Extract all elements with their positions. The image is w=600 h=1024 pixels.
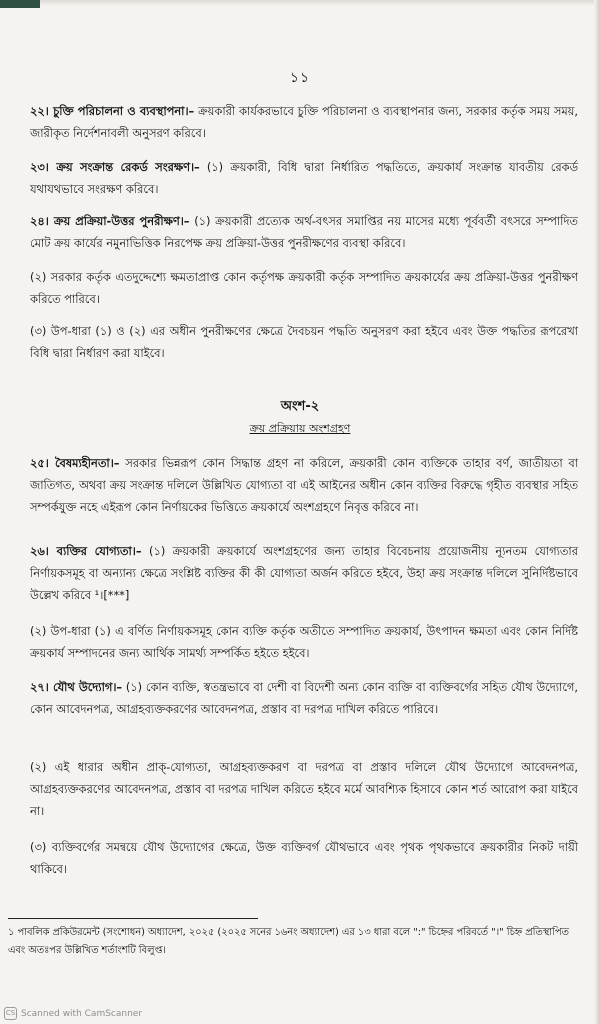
page-number: ১১ [289,70,311,86]
section-heading: ২৭। যৌথ উদ্যোগ।– [30,680,123,694]
footnote-divider [8,918,258,919]
section-text: ক্রয়কারী কার্যকরভাবে চুক্তি পরিচালনা ও ব্যবস্থাপনার জন্য, সরকার কর্তৃক সময় সময়, জারীকৃত নির্দেশনাবলী অনুসরণ করিবে। [30,104,578,140]
section-24-1 [30,210,578,254]
camscanner-icon: CS [4,1007,17,1020]
section-25 [30,452,578,518]
section-text: সরকার ভিন্নরূপ কোন সিদ্ধান্ত গ্রহণ না করিলে, ক্রয়কারী কোন ব্যক্তিকে তাহার বর্ণ, জাতীয়তা বা জাতিগত, অথবা ক্রয় সংক্রান্ত দলিলে উল্লিখিত যোগ্যতা বা এই আইনের অধীন কোন ব্যক্তির বিরুদ্ধে গৃহীত ব্যবস্থার সহিত সম্পর্কযুক্ত নহে এইরূপ কোন নির্ণায়কের ভিত্তিতে ক্রয়কার্যে অংশগ্রহণে নিবৃত্ত করিবে না। [30,456,578,514]
section-heading: ২৪। ক্রয় প্রক্রিয়া-উত্তর পুনরীক্ষণ।– [30,214,190,228]
section-22 [30,100,578,144]
part-subtitle: ক্রয় প্রক্রিয়ায় অংশগ্রহণ [249,422,351,435]
section-heading: ২৬। ব্যক্তির যোগ্যতা।– [30,544,142,558]
section-text: (৩) উপ-ধারা (১) ও (২) এর অধীন পুনরীক্ষণের ক্ষেত্রে দৈবচয়ন পদ্ধতি অনুসরণ করা হইবে এবং উক্ত পদ্ধতির রূপরেখা বিধি দ্বারা নির্ধারণ করা যাইবে। [30,324,578,360]
scanner-watermark [4,1007,142,1020]
scan-edge-top [0,0,600,6]
section-24-2 [30,266,578,310]
section-24-3 [30,320,578,364]
section-text: (৩) ব্যক্তিবর্গের সমন্বয়ে যৌথ উদ্যোগের ক্ষেত্রে, উক্ত ব্যক্তিবর্গ যৌথভাবে এবং পৃথক পৃথকভাবে ক্রয়কারীর নিকট দায়ী থাকিবে। [30,840,578,876]
section-text: (১) কোন ব্যক্তি, স্বতন্ত্রভাবে বা দেশী বা বিদেশী অন্য কোন ব্যক্তি বা ব্যক্তিবর্গের সহিত যৌথ উদ্যোগে, কোন আবেদনপত্র, আগ্রহব্যক্তকরণের আবেদনপত্র, প্রস্তাব বা দরপত্র দাখিল করিতে পারিবে। [30,680,578,716]
section-text: (১) ক্রয়কারী, বিধি দ্বারা নির্ধারিত পদ্ধতিতে, ক্রয়কার্য সংক্রান্ত যাবতীয় রেকর্ড যথাযথভাবে সংরক্ষণ করিবে। [30,160,579,196]
section-heading: ২৫। বৈষম্যহীনতা।– [30,456,120,470]
section-27-3 [30,836,578,880]
footnote: ১ পাবলিক প্রকিউরমেন্ট (সংশোধন) অধ্যাদেশ, ২০২৫ (২০২৫ সনের ১৬নং অধ্যাদেশ) এর ১৩ ধারা বলে ":" চিহ্নের পরিবর্তে "।" চিহ্ন প্রতিস্থাপিত এবং অতঃপর উল্লিখিত শর্তাংশটি বিলুপ্ত। [8,927,569,956]
section-23 [30,156,578,200]
section-text: (২) উপ-ধারা (১) এ বর্ণিত নির্ণায়কসমূহ কোন ব্যক্তি কর্তৃক অতীতে সম্পাদিত ক্রয়কার্য, উৎপাদন ক্ষমতা এবং কোন নির্দিষ্ট ক্রয়কার্য সম্পাদনের জন্য আর্থিক সামর্থ্য সম্পর্কিত হইতে হইবে। [30,624,578,660]
section-26-2 [30,620,578,664]
section-text: (১) ক্রয়কারী প্রত্যেক অর্থ-বৎসর সমাপ্তির নয় মাসের মধ্যে পূর্ববর্তী বৎসরে সম্পাদিত মোট ক্রয় কার্যের নমুনাভিত্তিক নিরপেক্ষ ক্রয় প্রক্রিয়া-উত্তর পুনরীক্ষণের ব্যবস্থা করিবে। [30,214,578,250]
section-text: (২) এই ধারার অধীন প্রাক্-যোগ্যতা, আগ্রহব্যক্তকরণ বা দরপত্র বা প্রস্তাব দলিলে যৌথ উদ্যোগে আবেদনপত্র, আগ্রহব্যক্তকরণের আবেদনপত্র, প্রস্তাব বা দরপত্র দাখিল করিতে হইবে মর্মে আবশ্যিক হিসাবে কোন শর্ত আরোপ করা যাইবে না। [30,760,578,818]
part-title: অংশ-২ [280,399,320,414]
section-26-1 [30,540,578,606]
section-27-1 [30,676,578,720]
section-text: (১) ক্রয়কারী ক্রয়কার্যে অংশগ্রহণের জন্য তাহার বিবেচনায় প্রয়োজনীয় ন্যূনতম যোগ্যতার নির্ণায়কসমূহ বা অন্যান্য ক্ষেত্রে সংশ্লিষ্ট ব্যক্তির কী কী যোগ্যতা অর্জন করিতে হইবে, উহা ক্রয় সংক্রান্ত দলিলে সুনির্দিষ্টভাবে উল্লেখ করিবে ¹।[***] [30,544,579,602]
watermark-text: Scanned with CamScanner [21,1008,143,1019]
section-heading: ২৩। ক্রয় সংক্রান্ত রেকর্ড সংরক্ষণ।– [30,160,200,174]
scan-edge-right [594,0,600,1024]
section-text: (২) সরকার কর্তৃক এতদুদ্দেশ্যে ক্ষমতাপ্রাপ্ত কোন কর্তৃপক্ষ ক্রয়কারী কর্তৃক সম্পাদিত ক্রয়কার্যের ক্রয় প্রক্রিয়া-উত্তর পুনরীক্ষণ করিতে পারিবে। [30,270,578,306]
section-27-2 [30,756,578,822]
scan-edge-left [0,0,40,8]
section-heading: ২২। চুক্তি পরিচালনা ও ব্যবস্থাপনা।– [30,104,195,118]
